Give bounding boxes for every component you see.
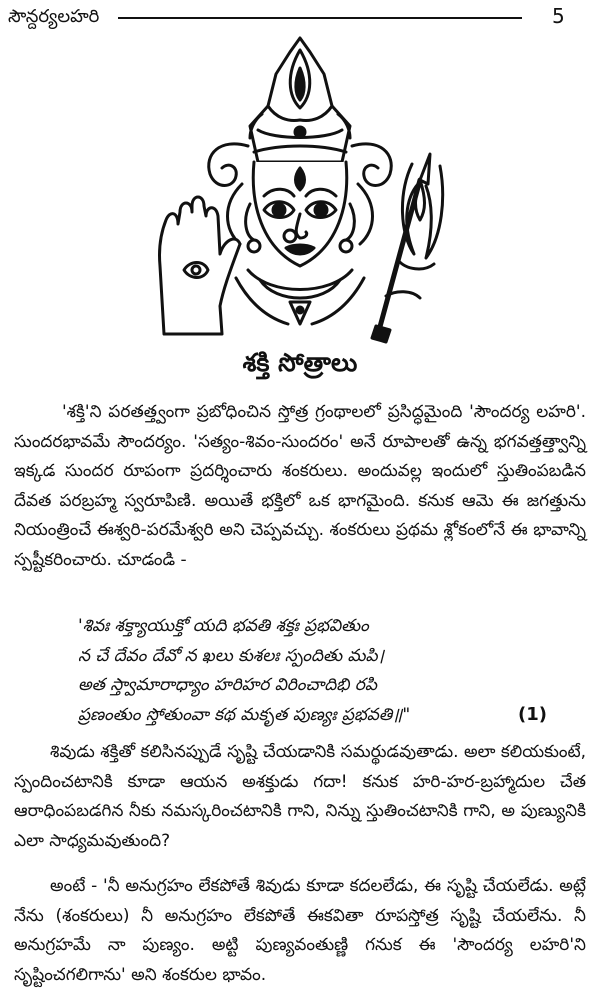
verse-block — [78, 612, 578, 730]
running-title: సౌన్దర్యలహరి — [8, 6, 100, 27]
header-rule — [118, 17, 522, 19]
paragraph-intro: 'శక్తి'ని పరతత్త్వంగా ప్రబోధించిన స్తోత్ర గ్రంథాలలో ప్రసిద్ధమైంది 'సౌందర్య లహరి'. సుందరభావమే సౌందర్యం. 'సత్యం-శివం-సుందరం' అనే రూపాలతో ఉన్న భగవత్తత్త్వాన్ని ఇక్కడ సుందర రూపంగా ప్రదర్శించారు శంకరులు. అందువల్ల ఇందులో స్తుతింపబడిన దేవత పరబ్రహ్మ స్వరూపిణి. అయితే భక్తిలో ఒక భాగమైంది. కనుక ఆమె ఈ జగత్తును నియంత్రించే ఈశ్వరి-పరమేశ్వరి అని చెప్పవచ్చు. శంకరులు ప్రథమ శ్లోకంలోనే ఈ భావాన్ని స్పష్టీకరించారు. చూడండి - — [14, 402, 586, 570]
page-number: 5 — [552, 4, 565, 28]
goddess-illustration — [150, 34, 450, 350]
paragraph-meaning: అంటే - 'నీ అనుగ్రహం లేకపోతే శివుడు కూడా కదలలేడు, ఈ సృష్టి చేయలేడు. అట్లే నేను (శంకరులు) నీ అనుగ్రహం లేకపోతే ఈకవితా రూపస్తోత్ర సృష్టి చేయలేను. నీ అనుగ్రహమే నా పుణ్యం. అట్టి పుణ్యవంతుణ్ణి గనుక ఈ 'సౌందర్య లహరి'ని సృష్టించగలిగాను' అని శంకరుల భావం. — [14, 876, 586, 985]
page-header — [0, 0, 600, 34]
section-title: శక్తి సోత్రాలు — [242, 348, 358, 377]
verse-number: (1) — [518, 704, 547, 725]
verse-line: ప్రణంతుం స్తోతుంవా కథ మకృత పుణ్యః ప్రభవతి॥" — [78, 704, 411, 725]
verse-line: అత స్త్వామారాధ్యాం హరిహర విరించాదిభి రపి — [78, 675, 377, 696]
verse-line: 'శివః శక్త్యాయుక్తో యది భవతి శక్తః ప్రభవితుం — [78, 616, 369, 636]
paragraph-explanation: శివుడు శక్తితో కలిసినప్పుడే సృష్టి చేయడానికి సమర్థుడవుతాడు. అలా కలియకుంటే, స్పందించటానికి కూడా ఆయన అశక్తుడు గదా! కనుక హరి-హర-బ్రహ్మాదుల చేత ఆరాధింపబడగిన నీకు నమస్కరించటానికి గాని, నిన్ను స్తుతించటానికి గాని, అ పుణ్యునికి ఎలా సాధ్యమవుతుంది? — [14, 742, 586, 851]
verse-line: న చే దేవం దేవో న ఖలు కుశలః స్పందితు మపి। — [78, 645, 385, 666]
